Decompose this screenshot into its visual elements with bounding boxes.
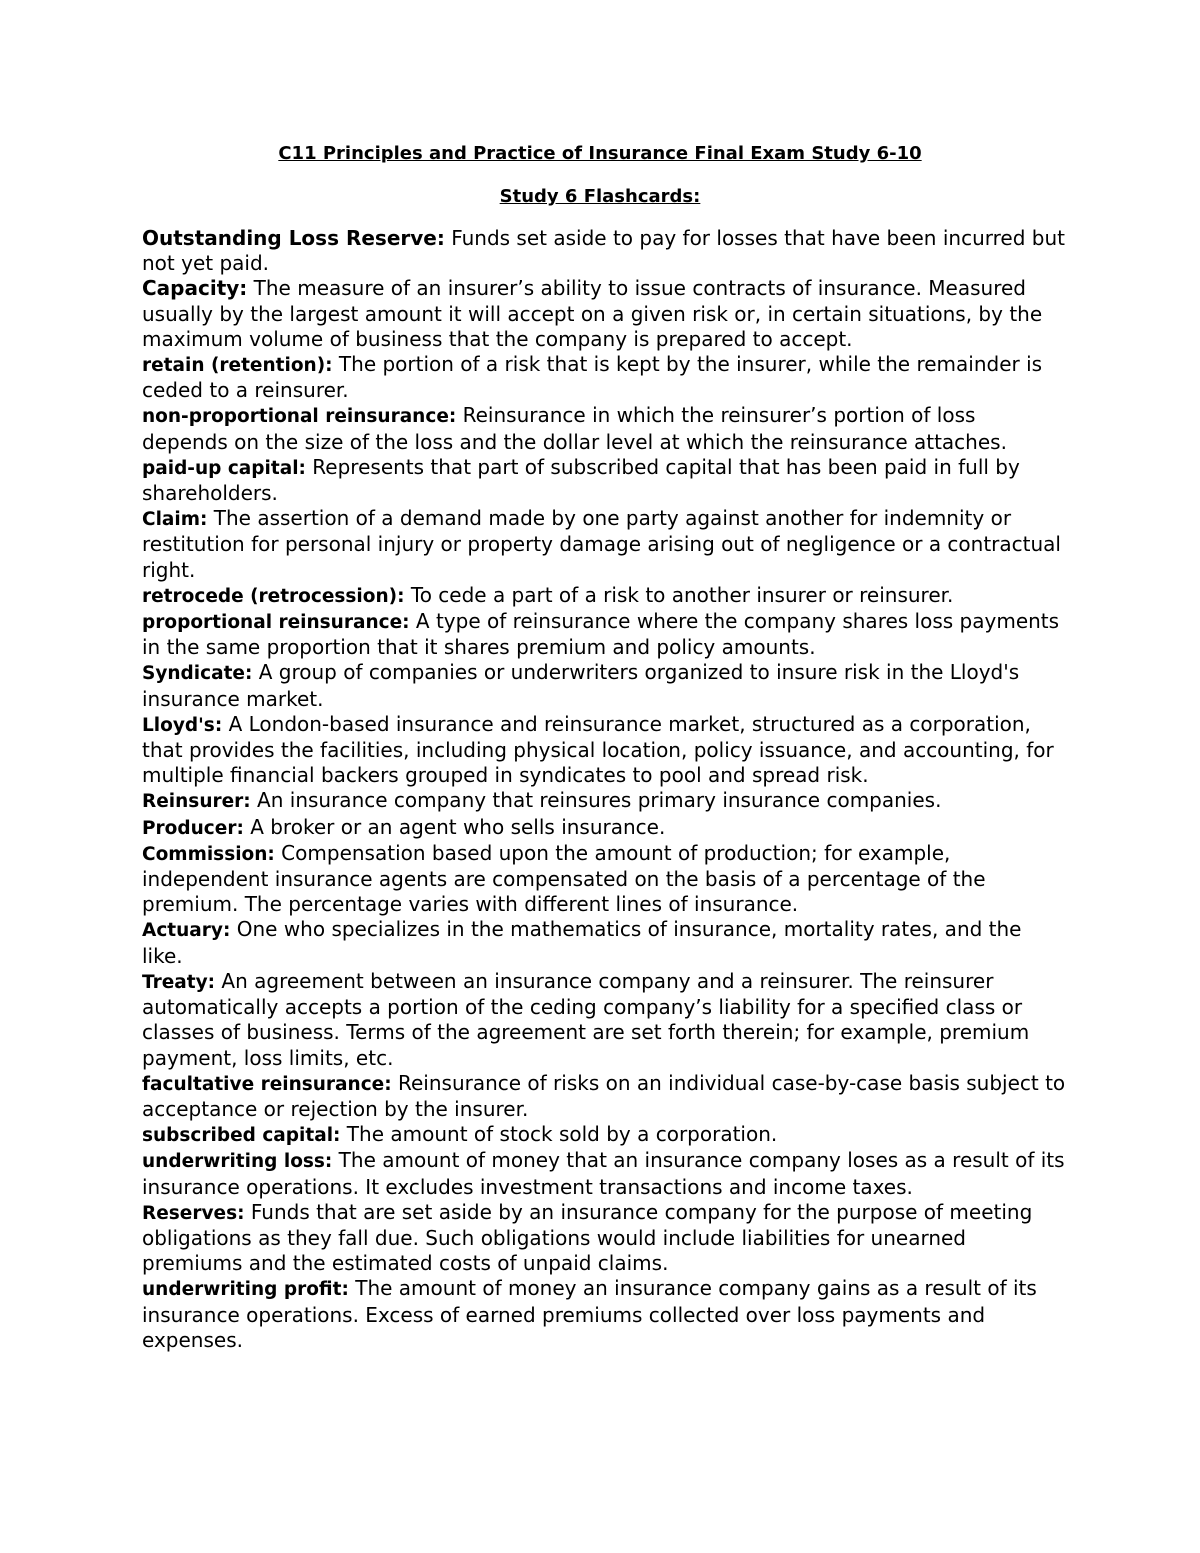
flashcard-entry (142, 583, 1067, 609)
flashcard-definition: One who specializes in the mathematics of insurance, mortality rates, and the like. (142, 917, 1022, 968)
flashcard-entry (142, 917, 1067, 968)
flashcard-term: Claim: (142, 509, 208, 531)
flashcard-definition: The assertion of a demand made by one party against another for indemnity or restitution for personal injury or property damage arising out of negligence or a contractual right. (142, 506, 1061, 582)
flashcard-term: Reserves: (142, 1202, 245, 1224)
flashcard-term: facultative reinsurance: (142, 1073, 392, 1095)
flashcard-term: Commission: (142, 843, 275, 865)
flashcard-entry (142, 276, 1067, 352)
flashcard-definition: The measure of an insurer’s ability to issue contracts of insurance. Measured usually by the largest amount it will accept on a given risk or, in certain situations, by the maximum volume of business that the company is prepared to accept. (142, 276, 1043, 351)
flashcard-term: Syndicate: (142, 663, 253, 685)
flashcard-definition: A group of companies or underwriters organized to insure risk in the Lloyd's insurance market. (142, 660, 1020, 711)
flashcard-entry (142, 841, 1067, 918)
flashcard-definition: An agreement between an insurance company and a reinsurer. The reinsurer automatically accepts a portion of the ceding company’s liability for a specified class or classes of business. Terms of the agreement are set forth therein; for example, premium payment, loss limits, etc. (142, 968, 1030, 1070)
flashcard-entry (142, 226, 1067, 276)
flashcard-entry (142, 609, 1067, 660)
flashcard-term: Capacity: (142, 276, 248, 301)
flashcard-definition: A broker or an agent who sells insurance. (243, 814, 666, 839)
flashcard-entry (142, 506, 1067, 583)
flashcard-entry (142, 455, 1067, 506)
flashcard-entry (142, 660, 1067, 711)
flashcard-entry (142, 712, 1067, 789)
flashcard-term: Reinsurer: (142, 791, 251, 813)
flashcard-entry (142, 1071, 1067, 1122)
flashcard-term: Producer: (142, 817, 244, 839)
flashcard-term: non-proportional reinsurance: (142, 406, 457, 428)
flashcard-entry (142, 352, 1067, 403)
flashcard-definition: A London-based insurance and reinsurance market, structured as a corporation, that provides the facilities, including physical location, policy issuance, and accounting, for multiple financial backers grouped in syndicates to pool and spread risk. (142, 711, 1054, 788)
flashcard-definition: The amount of money an insurance company gains as a result of its insurance operations. Excess of earned premiums collected over loss payments and expenses. (142, 1276, 1037, 1352)
flashcard-definition: The portion of a risk that is kept by the insurer, while the remainder is ceded to a reinsurer. (142, 352, 1043, 403)
flashcard-term: Lloyd's: (142, 714, 223, 736)
flashcard-definition: Funds that are set aside by an insurance company for the purpose of meeting obligations as they fall due. Such obligations would include liabilities for unearned premiums and the estimated costs of unpaid claims. (142, 1199, 1033, 1276)
flashcard-definition: An insurance company that reinsures primary insurance companies. (250, 788, 942, 813)
flashcard-entry (142, 788, 1067, 814)
flashcard-definition: The amount of stock sold by a corporation. (340, 1122, 778, 1147)
flashcard-term: underwriting profit: (142, 1279, 349, 1301)
document-title: C11 Principles and Practice of Insurance Final Exam Study 6-10 (278, 143, 922, 164)
flashcard-definition: The amount of money that an insurance company loses as a result of its insurance operations. It excludes investment transactions and income taxes. (142, 1148, 1065, 1199)
flashcard-definition: To cede a part of a risk to another insurer or reinsurer. (404, 582, 954, 607)
flashcard-term: Treaty: (142, 971, 216, 993)
flashcard-definition: Compensation based upon the amount of production; for example, independent insurance agents are compensated on the basis of a percentage of the premium. The percentage varies with different lines of insurance. (142, 840, 986, 917)
flashcard-term: proportional reinsurance: (142, 612, 410, 634)
flashcard-term: Actuary: (142, 920, 231, 942)
flashcard-definition: Reinsurance of risks on an individual case-by-case basis subject to acceptance or rejection by the insurer. (142, 1070, 1066, 1121)
flashcard-term: retain (retention): (142, 355, 333, 377)
flashcard-entry (142, 1122, 1067, 1148)
flashcard-term: paid-up capital: (142, 457, 306, 479)
flashcard-entry (142, 969, 1067, 1071)
flashcard-term: subscribed capital: (142, 1125, 341, 1147)
flashcard-definition: Represents that part of subscribed capital that has been paid in full by shareholders. (142, 454, 1020, 506)
flashcard-entry (142, 1276, 1067, 1353)
flashcard-list (142, 226, 1067, 1353)
flashcard-definition: Funds set aside to pay for losses that have been incurred but not yet paid. (142, 226, 1065, 276)
section-title: Study 6 Flashcards: (499, 186, 701, 207)
flashcard-entry (142, 1200, 1067, 1277)
flashcard-entry (142, 1148, 1067, 1199)
flashcard-term: retrocede (retrocession): (142, 585, 405, 607)
flashcard-entry (142, 815, 1067, 841)
flashcard-definition: A type of reinsurance where the company shares loss payments in the same proportion that it shares premium and policy amounts. (142, 609, 1060, 660)
flashcard-entry (142, 403, 1067, 454)
flashcard-term: underwriting loss: (142, 1151, 333, 1173)
flashcard-definition: Reinsurance in which the reinsurer’s portion of loss depends on the size of the loss and the dollar level at which the reinsurance attaches. (142, 403, 1007, 454)
flashcard-term: Outstanding Loss Reserve: (142, 226, 445, 250)
